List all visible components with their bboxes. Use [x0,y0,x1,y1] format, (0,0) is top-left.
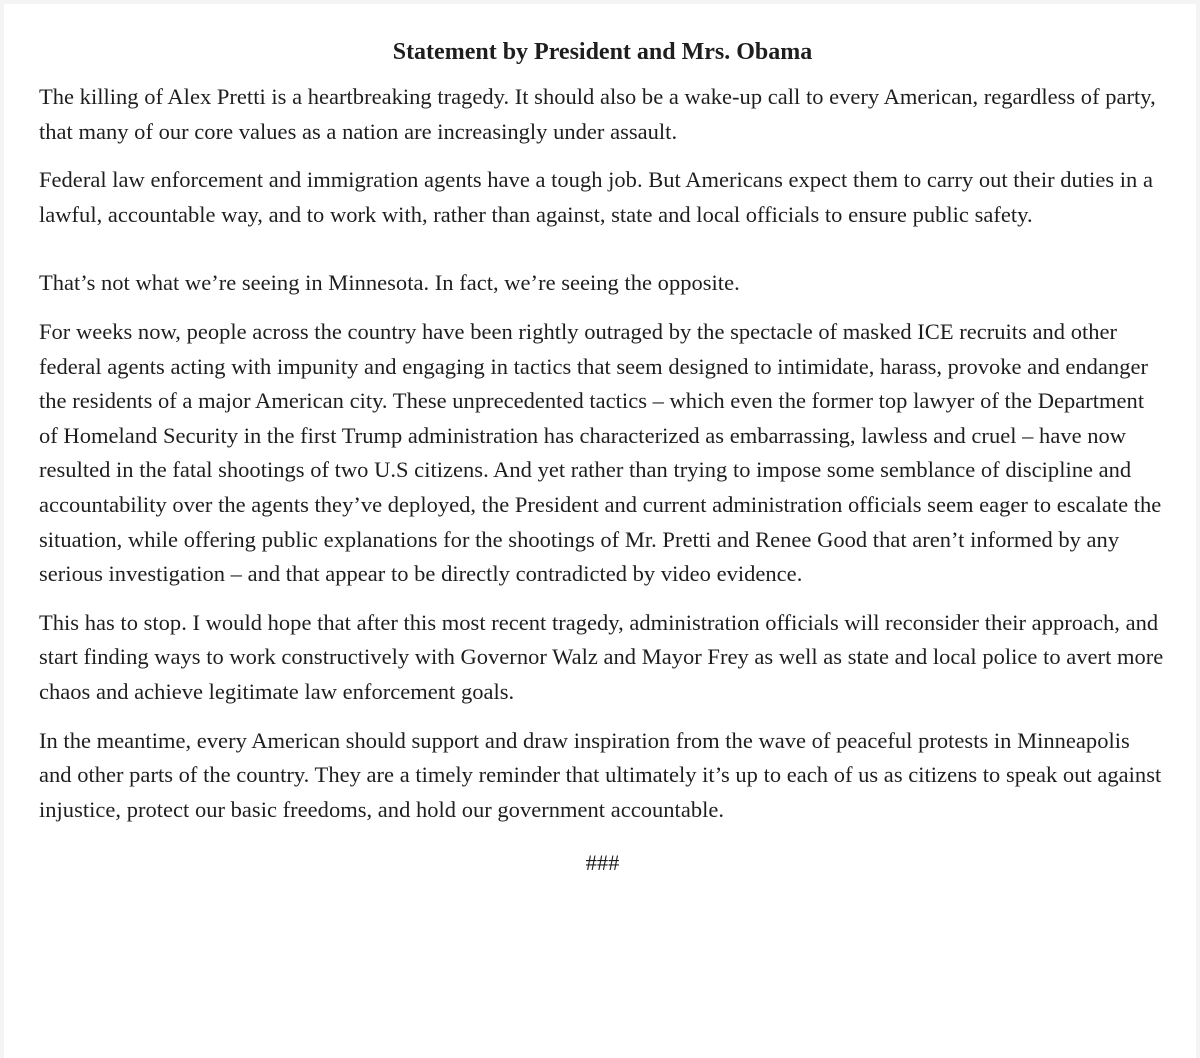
paragraph-4: For weeks now, people across the country have been rightly outraged by the spectacle of masked ICE recruits and other federal agents acting with impunity and engaging in tactics that seem designed to intimidate, harass, provoke and endanger the residents of a major American city. These unprecedented tactics – which even the former top lawyer of the Department of Homeland Security in the first Trump administration has characterized as embarrassing, lawless and cruel – have now resulted in the fatal shootings of two U.S citizens. And yet rather than trying to impose some semblance of discipline and accountability over the agents they’ve deployed, the President and current administration officials seem eager to escalate the situation, while offering public explanations for the shootings of Mr. Pretti and Renee Good that aren’t informed by any serious investigation – and that appear to be directly contradicted by video evidence. [39,318,1162,587]
paragraph-1: The killing of Alex Pretti is a heartbreaking tragedy. It should also be a wake-up call to every American, regardless of party, that many of our core values as a nation are increasingly under assault. [39,84,1156,144]
paragraph-5: This has to stop. I would hope that after this most recent tragedy, administration officials will reconsider their approach, and start finding ways to work constructively with Governor Walz and Mayor Frey as well as state and local police to avert more chaos and achieve legitimate law enforcement goals. [39,609,1164,704]
paragraph-6: In the meantime, every American should support and draw inspiration from the wave of peaceful protests in Minneapolis and other parts of the country. They are a timely reminder that ultimately it’s up to each of us as citizens to speak out against injustice, protect our basic freedoms, and hold our government accountable. [39,727,1162,822]
paragraph-2: Federal law enforcement and immigration agents have a tough job. But Americans expect them to carry out their duties in a lawful, accountable way, and to work with, rather than against, state and local officials to ensure public safety. [39,167,1153,227]
statement-title: Statement by President and Mrs. Obama [392,39,813,65]
end-mark: ### [585,850,620,876]
statement-page [4,4,1196,1058]
paragraph-3: That’s not what we’re seeing in Minnesota. In fact, we’re seeing the opposite. [39,270,740,296]
